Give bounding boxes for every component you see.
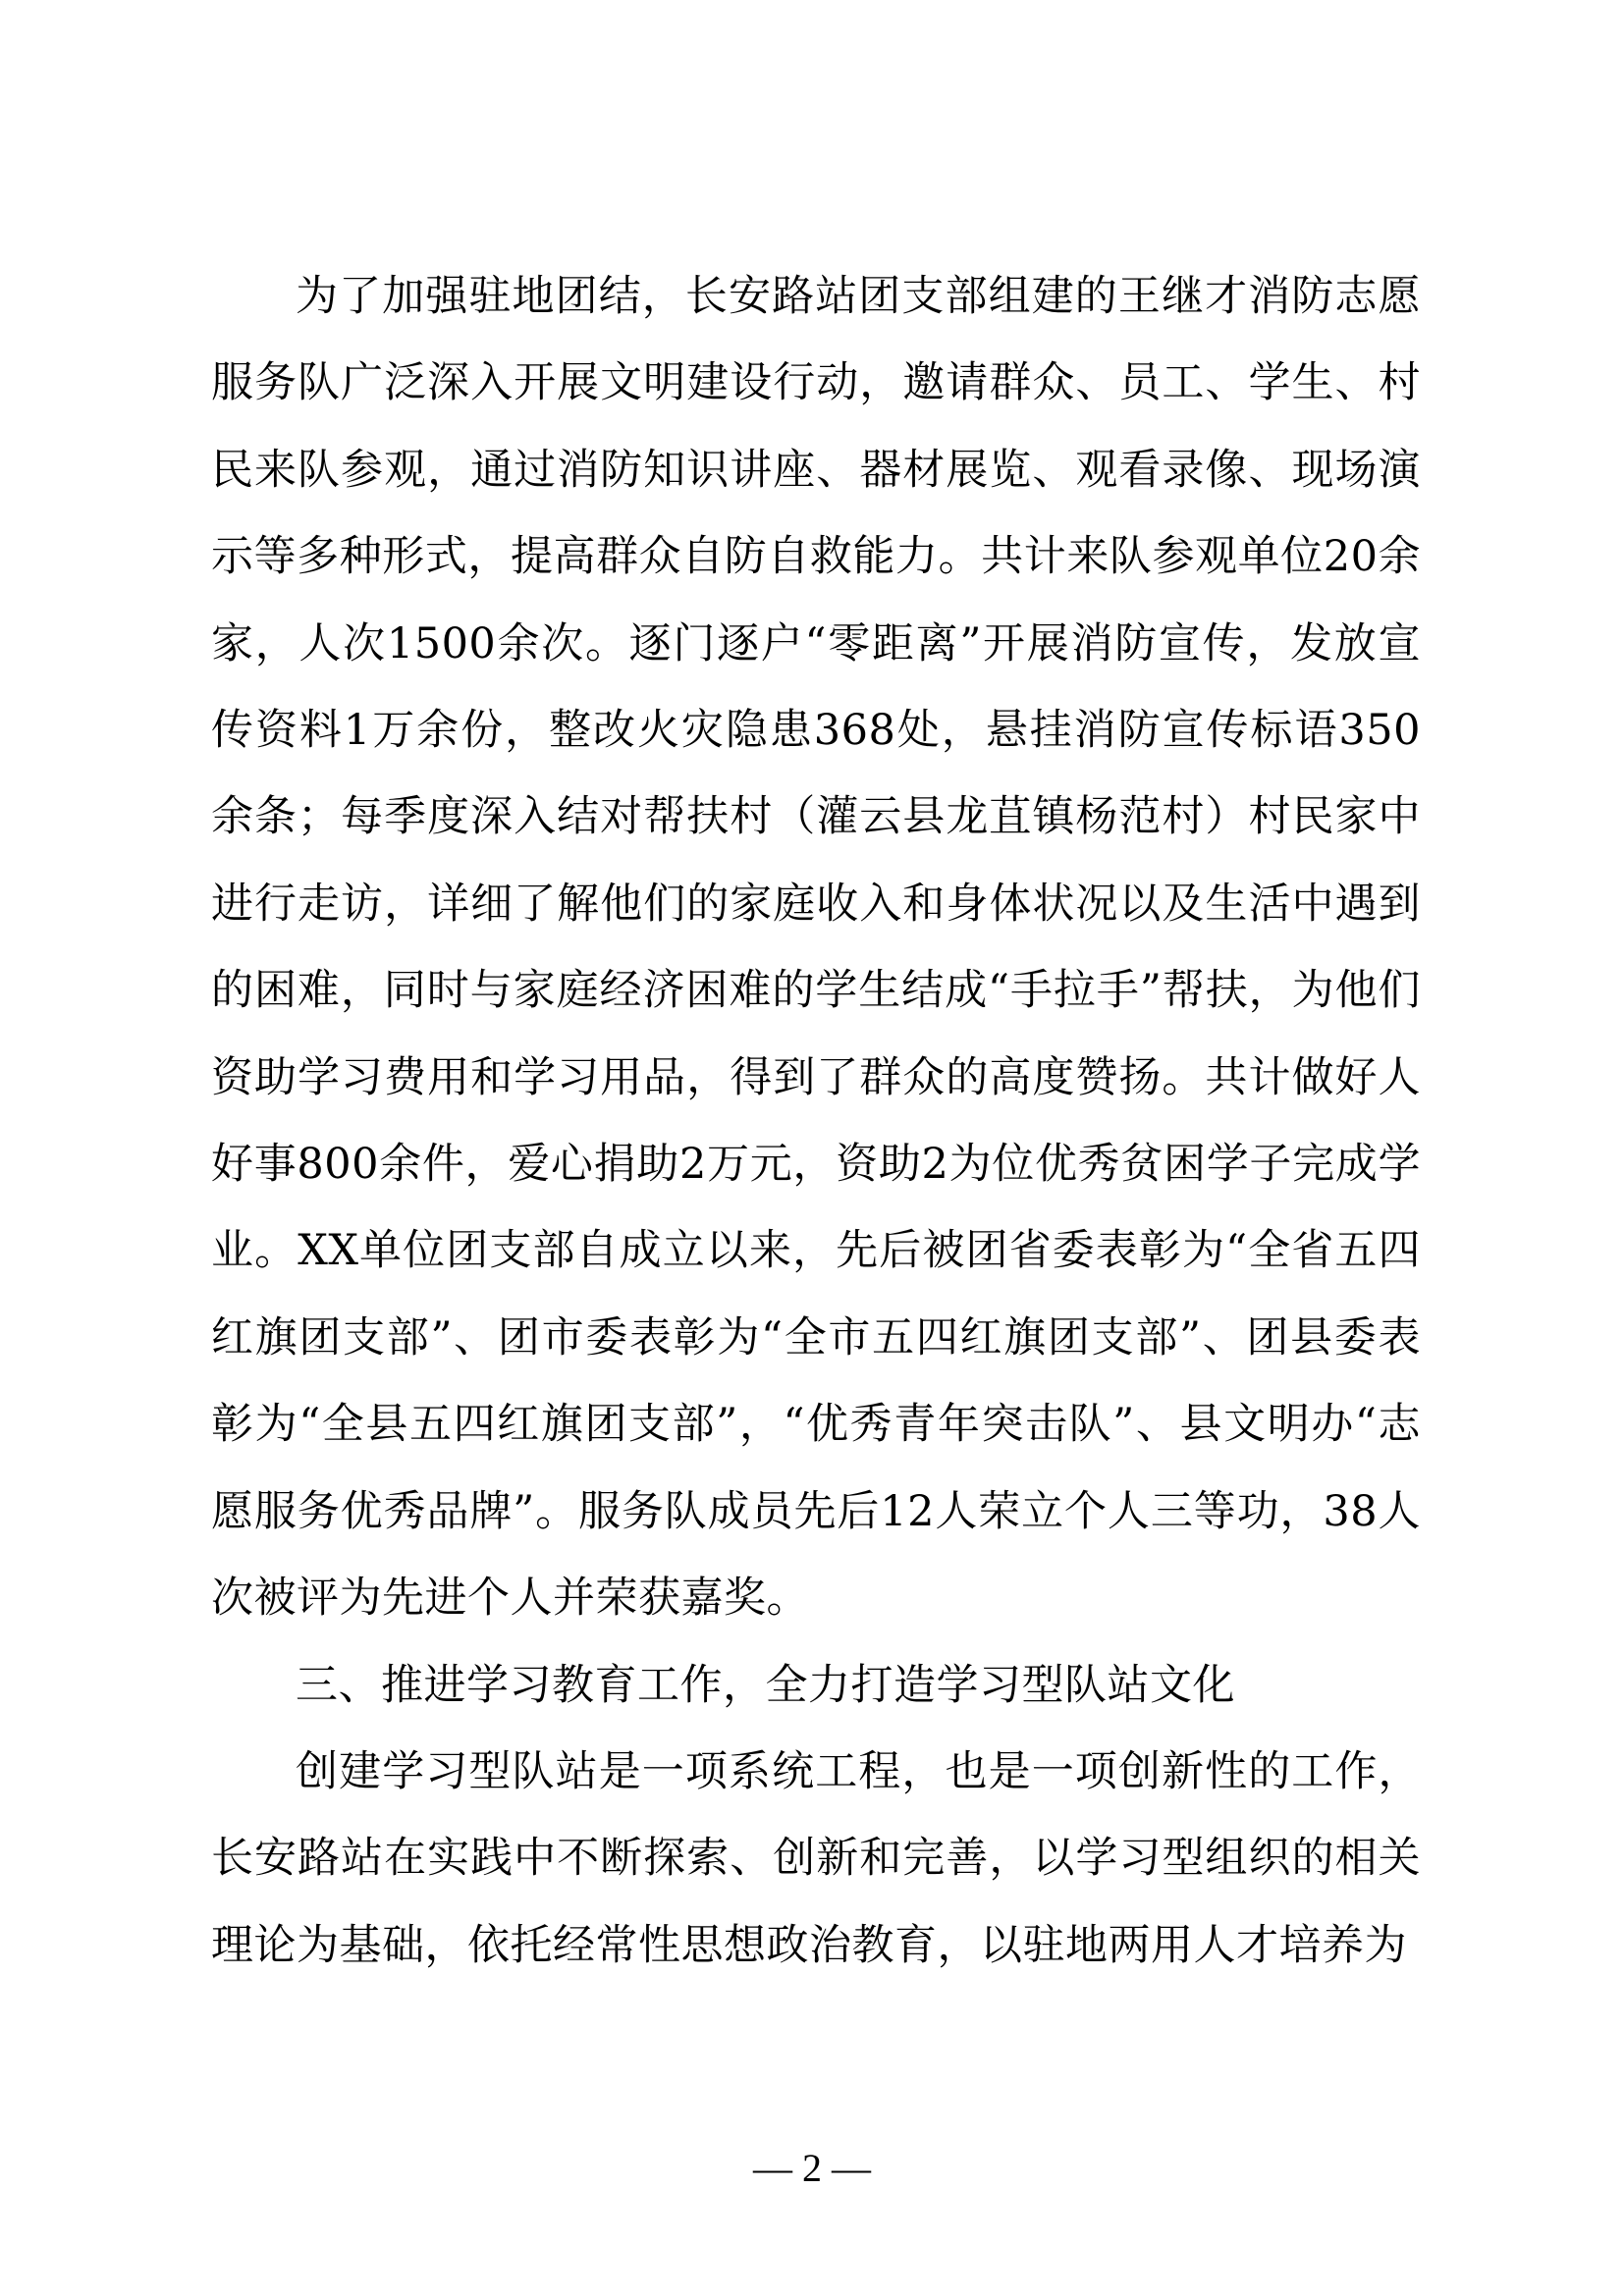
paragraph-volunteer-service: 为了加强驻地团结，长安路站团支部组建的王继才消防志愿服务队广泛深入开展文明建设行动，邀请群众、员工、学生、村民来队参观，通过消防知识讲座、器材展览、观看录像、现场演示等多种形式，提高群众自防自救能力。共计来队参观单位20余家，人次1500余次。逐门逐户“零距离”开展消防宣传，发放宣传资料1万余份，整改火灾隐患368处，悬挂消防宣传标语350余条；每季度深入结对帮扶村（灌云县龙苴镇杨范村）村民家中进行走访，详细了解他们的家庭收入和身体状况以及生活中遇到的困难，同时与家庭经济困难的学生结成“手拉手”帮扶，为他们资助学习费用和学习用品，得到了群众的高度赞扬。共计做好人好事800余件，爱心捐助2万元，资助2为位优秀贫困学子完成学业。XX单位团支部自成立以来，先后被团省委表彰为“全省五四红旗团支部”、团市委表彰为“全市五四红旗团支部”、团县委表彰为“全县五四红旗团支部”，“优秀青年突击队”、县文明办“志愿服务优秀品牌”。服务队成员先后12人荣立个人三等功，38人次被评为先进个人并荣获嘉奖。 [211, 272, 1421, 1624]
page-number: — 2 — [753, 2146, 871, 2190]
body-text [211, 253, 1421, 1989]
section-heading-learning: 三、推进学习教育工作，全力打造学习型队站文化 [296, 1660, 1235, 1710]
paragraph-learning-station: 创建学习型队站是一项系统工程，也是一项创新性的工作，长安路站在实践中不断探索、创新和完善，以学习型组织的相关理论为基础，依托经常性思想政治教育，以驻地两用人才培养为 [211, 1746, 1421, 1970]
